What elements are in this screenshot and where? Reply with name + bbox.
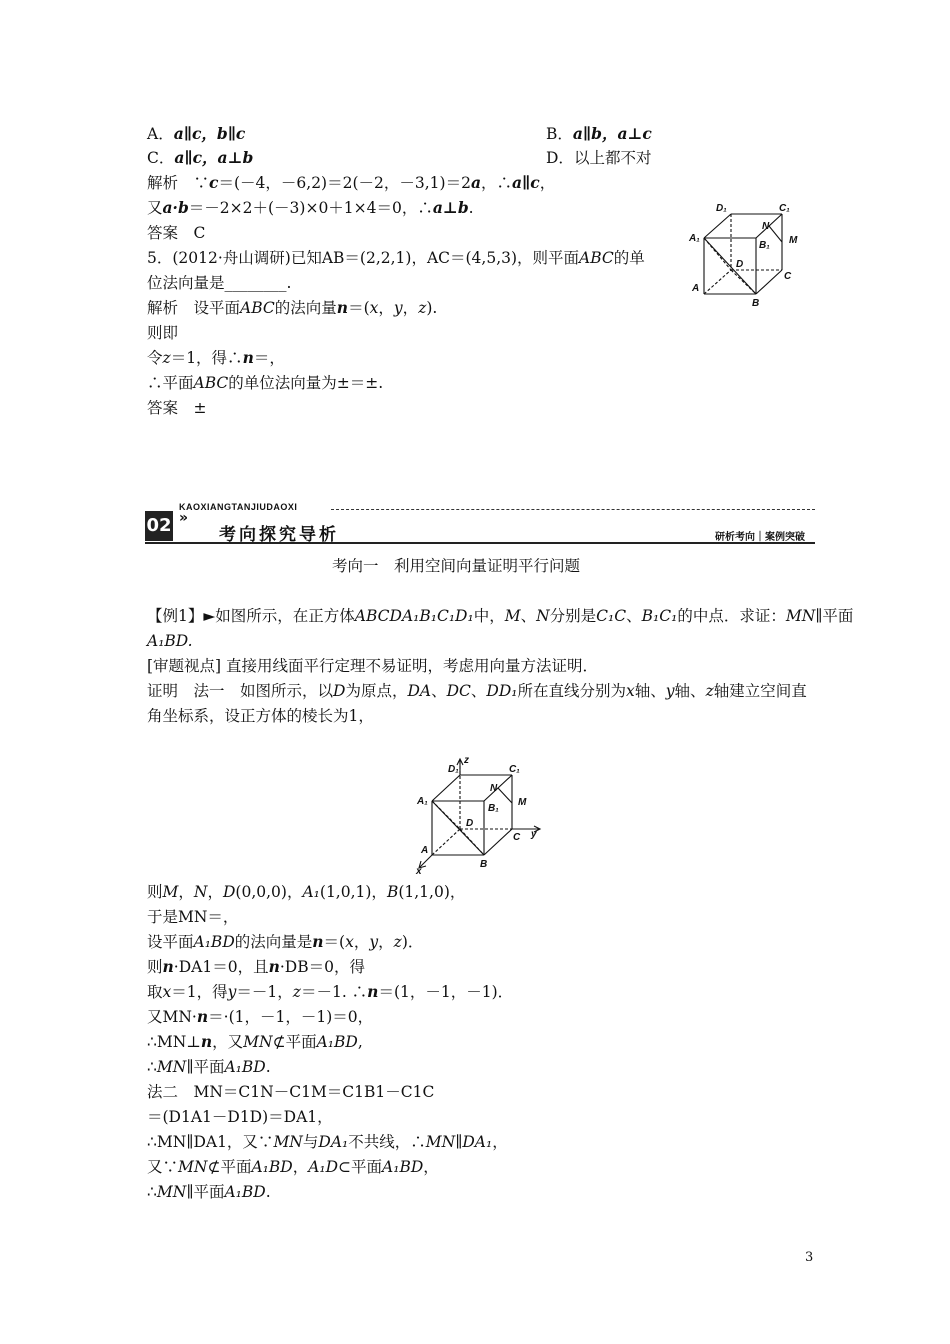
option-label: C． (147, 149, 175, 167)
label-b1: B₁ (488, 803, 499, 814)
option-b (546, 124, 652, 144)
banner-pinyin: KAOXIANGTANJIUDAOXI (179, 502, 298, 512)
label-a1: A₁ (689, 233, 700, 244)
label-c1: C₁ (509, 764, 520, 775)
q5-unit: ∴平面ABC的单位法向量为±＝±. (147, 374, 384, 392)
example-shenti: [审题视点] 直接用线面平行定理不易证明，考虑用向量方法证明． (147, 657, 599, 675)
banner-chevron: » (179, 510, 189, 526)
q5-let: 令z＝1，得∴n＝， (147, 348, 285, 367)
page-number: 3 (805, 1250, 814, 1265)
banner-title: 考向探究导析 (219, 525, 339, 545)
cube-figure-top (686, 198, 816, 310)
label-b1: B₁ (759, 240, 770, 251)
edge (756, 270, 782, 294)
label-x: x (416, 866, 422, 875)
option-label: D． (546, 149, 574, 167)
edge (704, 270, 731, 294)
banner-right-text: 研析考向｜案例突破 (715, 532, 805, 543)
proof-l4: 则n·DA1＝0，且n·DB＝0，得 (147, 957, 365, 976)
label-m: M (518, 797, 527, 808)
proof-l13: ∴MN∥平面A₁BD. (147, 1183, 271, 1201)
edge (484, 829, 512, 855)
label-m: M (789, 235, 798, 246)
banner-dotted-line (331, 509, 815, 510)
label-d: D (466, 818, 474, 829)
label-a: A (421, 845, 429, 856)
proof-l11: ∴MN∥DA1，又∵MN与DA₁不共线，∴MN∥DA₁， (147, 1133, 508, 1151)
option-text: a∥c，a⊥b (174, 148, 254, 167)
segment-mn (769, 226, 782, 242)
label-b: B (480, 859, 488, 870)
x-axis (420, 855, 432, 867)
edge-a1d (704, 238, 731, 270)
q5-line2: 位法向量是________. (147, 274, 292, 292)
section-title: 考向一 利用空间向量证明平行问题 (332, 557, 581, 575)
edge (432, 775, 460, 801)
q5-line1: 5．(2012·舟山调研)已知AB＝(2,2,1)，AC＝(4,5,3)，则平面ABC的单 (147, 249, 645, 267)
banner-underline (145, 542, 815, 544)
option-label: A． (147, 125, 174, 143)
label-n: N (762, 221, 770, 232)
section-banner (145, 502, 815, 544)
label-b: B (752, 298, 760, 309)
q4-line2: 又a·b＝－2×2＋(－3)×0＋1×4＝0，∴a⊥b. (147, 198, 474, 217)
q4-jiexi: 解析 ∵c＝(－4，－6,2)＝2(－2，－3,1)＝2a，∴a∥c， (147, 173, 556, 192)
label-c1: C₁ (779, 203, 790, 214)
label-d1: D₁ (716, 203, 727, 214)
label-y: y (531, 829, 537, 840)
cube-figure-axes (412, 755, 547, 875)
banner-number: 02 (146, 515, 172, 536)
option-a (147, 124, 245, 144)
proof-l5: 取x＝1，得y＝－1，z＝－1. ∴n＝(1，－1，－1)． (147, 982, 514, 1001)
option-c (147, 148, 253, 168)
option-text: a∥b，a⊥c (572, 124, 652, 143)
label-z: z (464, 755, 469, 766)
example-line1: 【例1】►如图所示，在正方体ABCDA₁B₁C₁D₁中，M、N分别是C₁C、B₁C₁的中点．求证：MN∥平面 (147, 607, 854, 625)
label-n: N (490, 783, 498, 794)
proof-l9: 法二 MN＝C1N－C1M＝C1B1－C1C (147, 1083, 435, 1101)
label-d: D (736, 259, 744, 270)
label-c: C (784, 271, 792, 282)
label-c: C (513, 832, 521, 843)
proof-l8: ∴MN∥平面A₁BD. (147, 1058, 271, 1076)
proof-l6: 又MN·n＝·(1，－1，－1)＝0， (147, 1007, 374, 1026)
q5-jiexi: 解析 设平面ABC的法向量n＝(x，y，z). (147, 298, 438, 317)
segment-mn (498, 788, 512, 803)
proof-l1: 则M，N，D(0,0,0)，A₁(1,0,1)，B(1,1,0)， (147, 883, 466, 901)
example-line2: A₁BD. (147, 632, 193, 650)
q5-then: 则即 (147, 324, 179, 342)
option-d (546, 148, 651, 168)
proof-l7: ∴MN⊥n，又MN⊄平面A₁BD, (147, 1032, 363, 1051)
edge-db (460, 829, 484, 855)
option-text: 以上都不对 (573, 149, 652, 167)
proof-l12: 又∵MN⊄平面A₁BD，A₁D⊂平面A₁BD， (147, 1158, 439, 1176)
option-label: B． (546, 125, 573, 143)
label-a1: A₁ (417, 796, 428, 807)
edge (704, 214, 731, 238)
banner-number-box (145, 511, 173, 541)
proof-l10: ＝(D1A1－D1D)＝DA1， (147, 1108, 333, 1126)
edge (432, 829, 460, 855)
label-a: A (692, 283, 700, 294)
option-text: a∥c，b∥c (173, 124, 246, 143)
q4-answer: 答案 C (147, 224, 206, 242)
proof-l2: 于是MN＝， (147, 908, 239, 926)
q5-answer: 答案 ± (147, 399, 207, 417)
proof-l3: 设平面A₁BD的法向量是n＝(x，y，z)． (147, 932, 424, 951)
proof-line2: 角坐标系，设正方体的棱长为1， (147, 707, 374, 725)
label-d1: D₁ (448, 764, 459, 775)
proof-line1: 证明 法一 如图所示，以D为原点，DA、DC、DD₁所在直线分别为x轴、y轴、z轴建立空间直 (147, 682, 807, 700)
